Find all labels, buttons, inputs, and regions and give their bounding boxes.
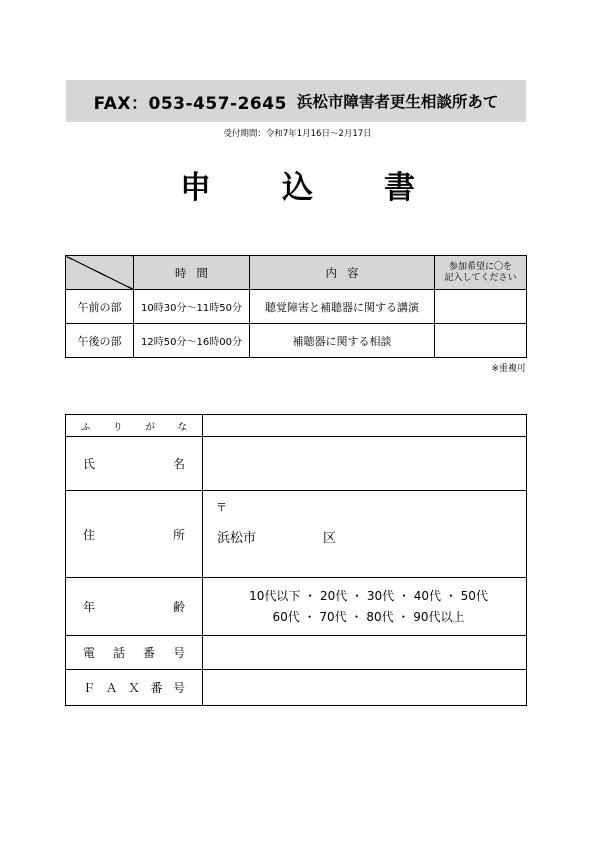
tel-row: [66, 636, 527, 670]
reception-period: 受付期間：令和7年1月16日～2月17日: [223, 129, 372, 139]
fax-banner: [66, 80, 526, 122]
name-field[interactable]: [203, 437, 527, 491]
session-content: 聴覚障害と補聴器に関する講演: [250, 290, 435, 324]
session-time: 10時30分～11時50分: [134, 290, 250, 324]
address-row: [66, 491, 527, 578]
duplicate-note: ※重複可: [491, 364, 526, 374]
name-label: 氏名: [66, 437, 203, 491]
furigana-row: [66, 415, 527, 437]
recipient: 浜松市障害者更生相談所あて: [296, 93, 499, 111]
age-options[interactable]: [203, 578, 527, 636]
header-content: 内容: [250, 256, 435, 290]
table-row: [66, 324, 527, 358]
fax-label: ＦＡＸ番号: [66, 670, 203, 706]
schedule-header-row: [66, 256, 527, 290]
age-options-line2: 60代 ・ 70代 ・ 80代 ・ 90代以上: [272, 609, 465, 624]
fax-number: FAX：053-457-2645: [93, 93, 287, 114]
join-checkbox-cell[interactable]: [435, 324, 527, 358]
address-field[interactable]: [203, 491, 527, 578]
schedule-table: [65, 255, 527, 358]
table-row: [66, 290, 527, 324]
city-text: 浜松市: [217, 531, 257, 546]
header-join-line2: 記入してください: [444, 272, 517, 283]
session-time: 12時50分～16時00分: [134, 324, 250, 358]
session-name: 午前の部: [66, 290, 134, 324]
corner-cell: [66, 256, 134, 290]
header-join-line1: 参加希望に〇を: [448, 261, 512, 272]
join-checkbox-cell[interactable]: [435, 290, 527, 324]
age-row: [66, 578, 527, 636]
session-name: 午後の部: [66, 324, 134, 358]
session-content: 補聴器に関する相談: [250, 324, 435, 358]
furigana-field[interactable]: [203, 415, 527, 437]
fax-row: [66, 670, 527, 706]
name-row: [66, 437, 527, 491]
ward-text: 区: [323, 531, 337, 546]
header-time: 時間: [134, 256, 250, 290]
fax-field[interactable]: [203, 670, 527, 706]
document-title: 申 込 書: [180, 170, 435, 206]
postal-mark: 〒: [216, 501, 227, 514]
tel-label: 電話番号: [66, 636, 203, 670]
age-options-line1: 10代以下 ・ 20代 ・ 30代 ・ 40代 ・ 50代: [249, 588, 488, 603]
address-label: 住所: [66, 491, 203, 578]
header-join: [435, 256, 527, 290]
furigana-label: ふりがな: [66, 415, 203, 437]
applicant-form: [65, 414, 527, 706]
tel-field[interactable]: [203, 636, 527, 670]
age-label: 年齢: [66, 578, 203, 636]
